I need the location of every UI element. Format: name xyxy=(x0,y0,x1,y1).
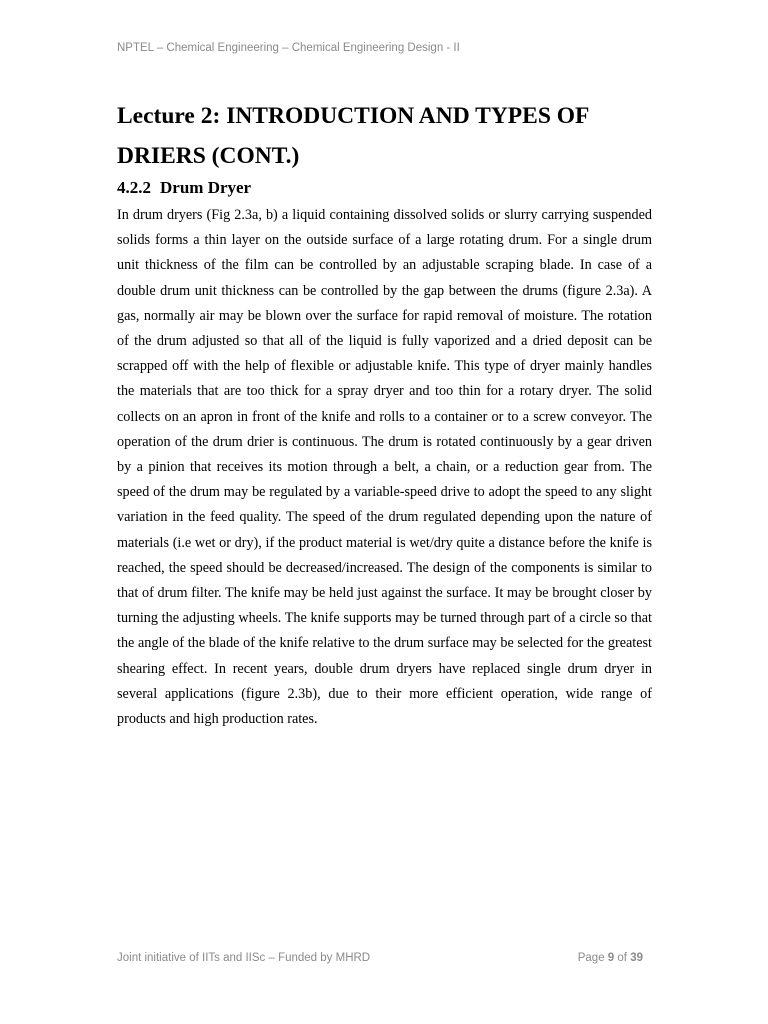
running-header: NPTEL – Chemical Engineering – Chemical Engineering Design - II xyxy=(117,42,460,54)
section-title: Drum Dryer xyxy=(160,178,252,197)
page-of: of xyxy=(617,952,627,964)
page-total: 39 xyxy=(630,952,643,964)
body-paragraph: In drum dryers (Fig 2.3a, b) a liquid containing dissolved solids or slurry carrying suspended solids forms a thin layer on the outside surface of a large rotating drum. For a single drum unit thickness of the film can be controlled by an adjustable scraping blade. In case of a double drum unit thickness can be controlled by the gap between the drums (figure 2.3a). A gas, normally air may be blown over the surface for rapid removal of moisture. The rotation of the drum adjusted so that all of the liquid is fully vaporized and a dried deposit can be scrapped off with the help of flexible or adjustable knife. This type of dryer mainly handles the materials that are too thick for a spray dryer and too thin for a rotary dryer. The solid collects on an apron in front of the knife and rolls to a container or to a screw conveyor. The operation of the drum drier is continuous. The drum is rotated continuously by a gear driven by a pinion that receives its motion through a belt, a chain, or a reduction gear from. The speed of the drum may be regulated by a variable-speed drive to adopt the speed to any slight variation in the feed quality. The speed of the drum regulated depending upon the nature of materials (i.e wet or dry), if the product material is wet/dry quite a distance before the knife is reached, the speed should be decreased/increased. The design of the components is similar to that of drum filter. The knife may be held just against the surface. It may be brought closer by turning the adjusting wheels. The knife supports may be turned through part of a circle so that the angle of the blade of the knife relative to the drum surface may be selected for the greatest shearing effect. In recent years, double drum dryers have replaced single drum dryer in several applications (figure 2.3b), due to their more efficient operation, wide range of products and high production rates. xyxy=(117,207,652,728)
section-number: 4.2.2 xyxy=(117,178,151,197)
page-current: 9 xyxy=(607,952,615,964)
section-heading xyxy=(117,177,251,199)
footer-credit: Joint initiative of IITs and IISc – Funded by MHRD xyxy=(117,952,371,964)
footer-page-number xyxy=(578,952,643,964)
page-prefix: Page xyxy=(577,952,605,964)
lecture-title: Lecture 2: INTRODUCTION AND TYPES OF DRIERS (CONT.) xyxy=(117,103,589,169)
